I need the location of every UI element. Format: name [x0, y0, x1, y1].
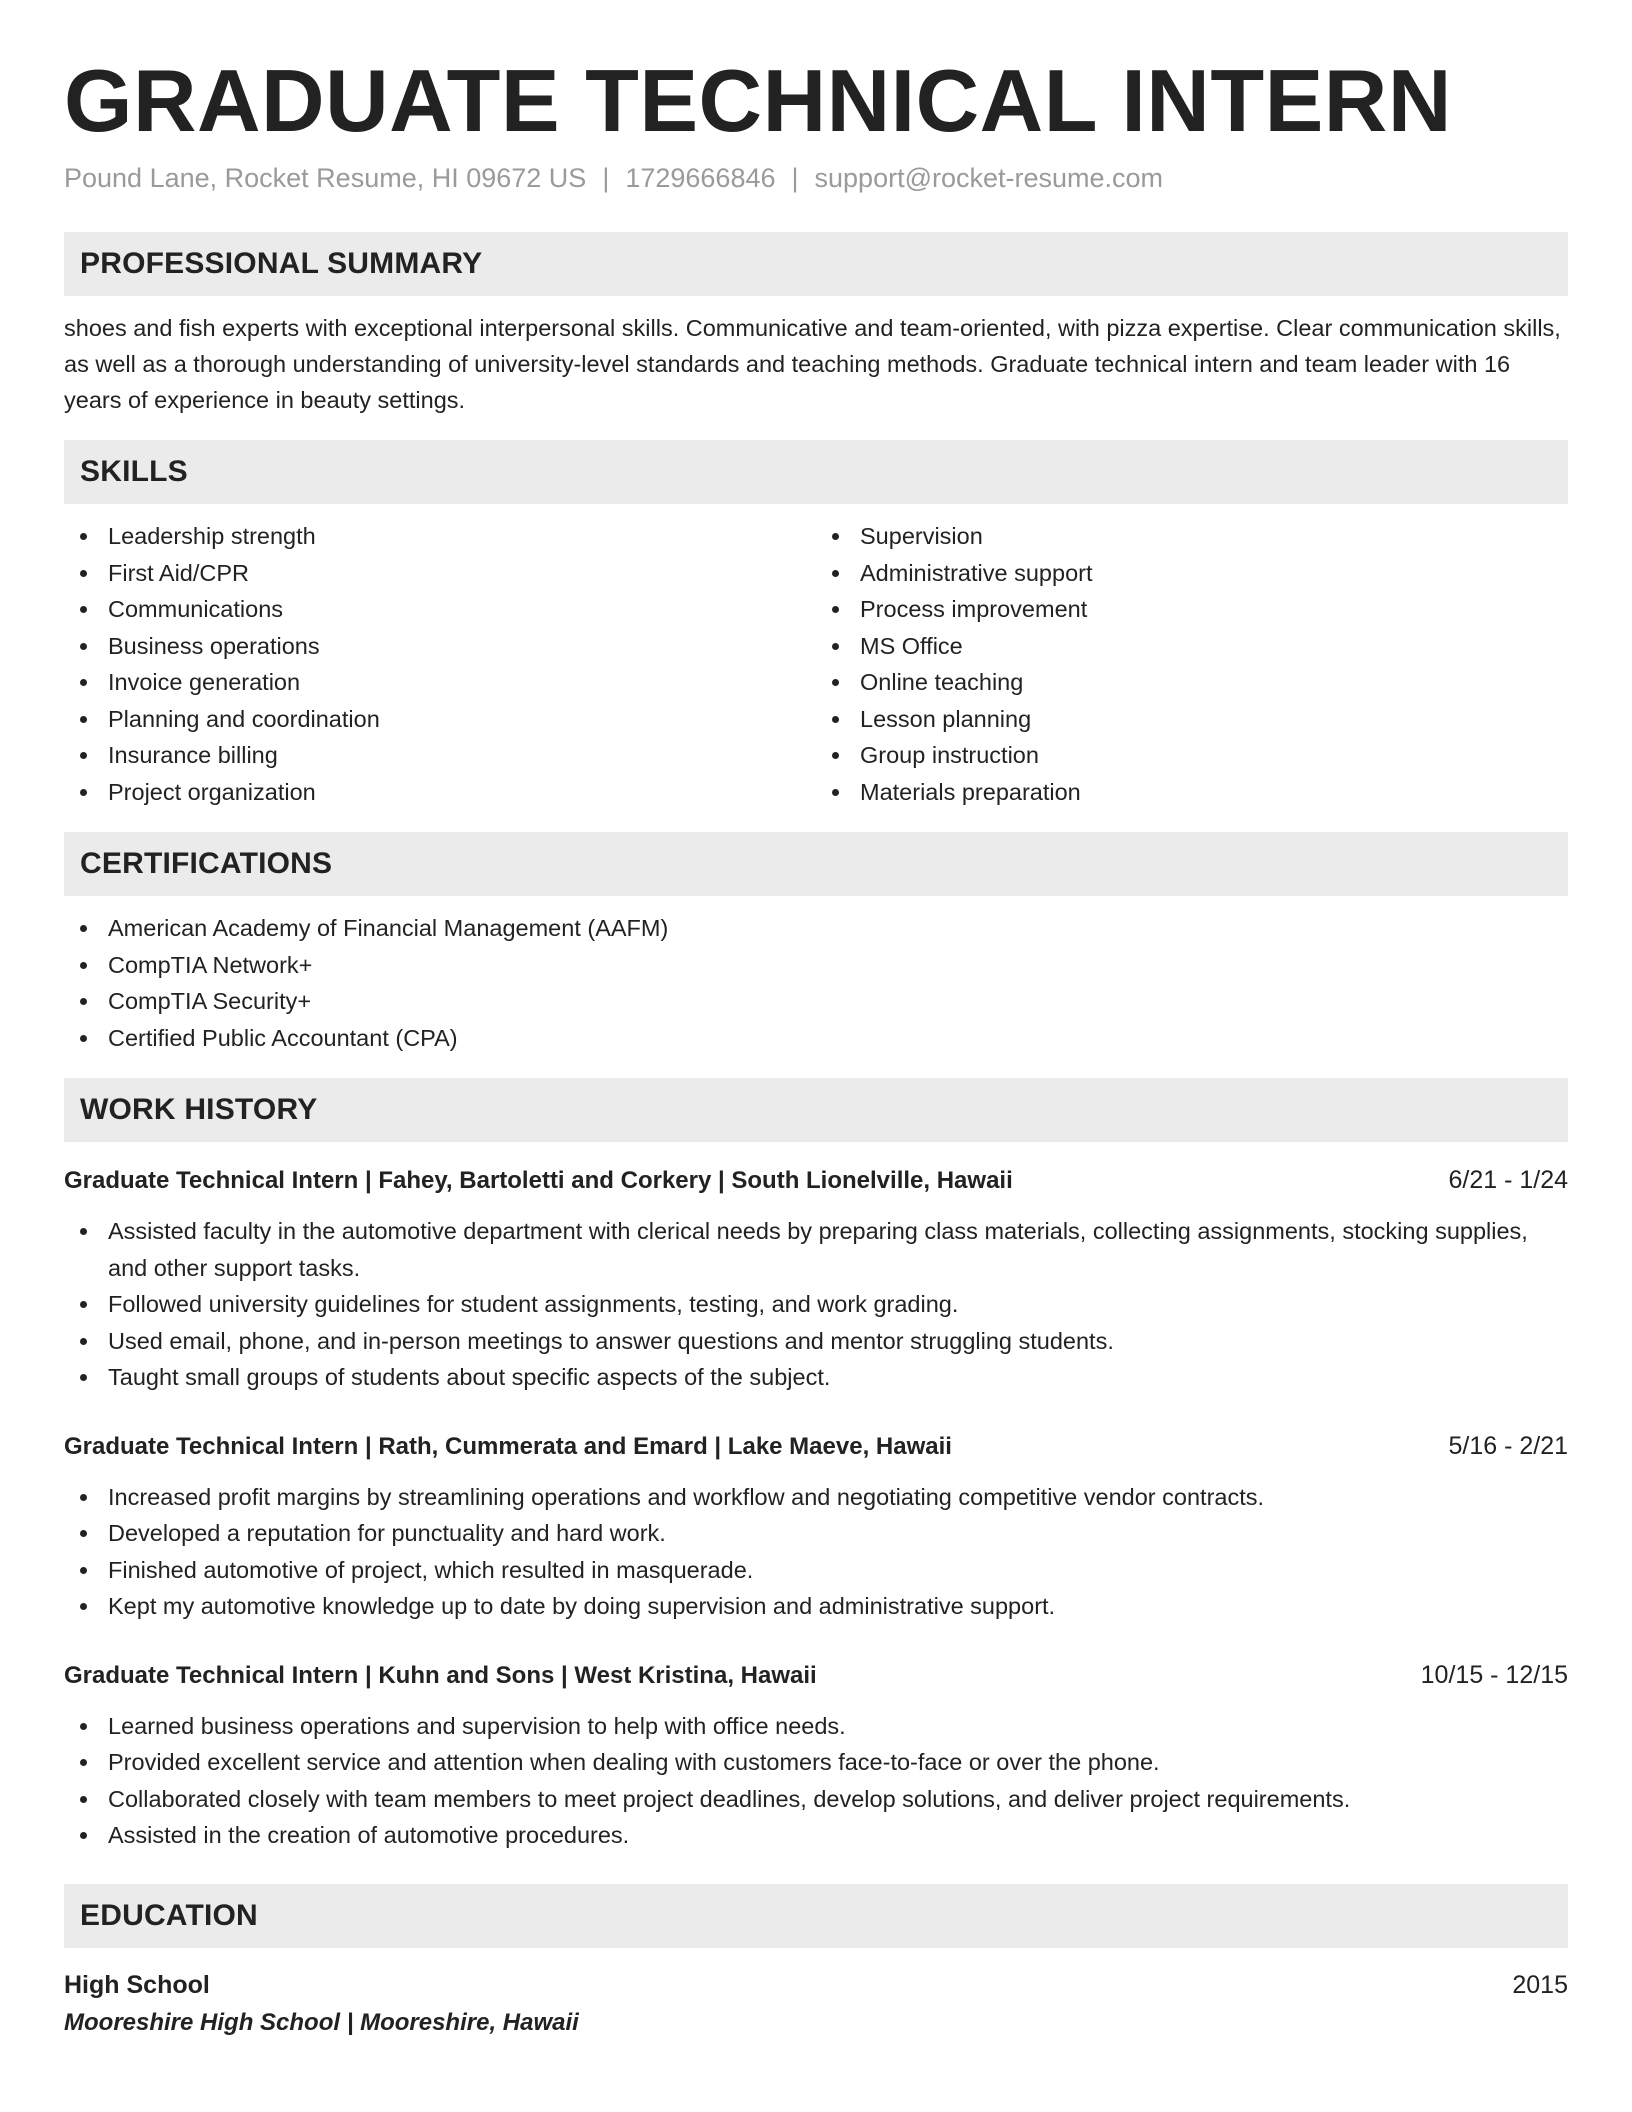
skill-item: Invoice generation: [64, 664, 816, 701]
certifications-list: [64, 910, 1568, 1056]
education-year: 2015: [1512, 1970, 1568, 1999]
contact-separator: |: [791, 163, 799, 194]
contact-line: [64, 161, 1568, 196]
skill-item: First Aid/CPR: [64, 555, 816, 592]
job-bullet: Finished automotive of project, which resulted in masquerade.: [64, 1552, 1568, 1589]
skill-item: Leadership strength: [64, 518, 816, 555]
education-degree: High School: [64, 1970, 210, 1999]
certification-item: CompTIA Security+: [64, 983, 1568, 1020]
certification-item: CompTIA Network+: [64, 947, 1568, 984]
skill-item: Planning and coordination: [64, 701, 816, 738]
education-school: Mooreshire High School | Mooreshire, Hawaii: [64, 2008, 579, 2036]
education-header: [64, 1966, 1568, 2004]
contact-email[interactable]: support@rocket-resume.com: [814, 163, 1164, 194]
job-bullets: [64, 1479, 1568, 1625]
job-header: [64, 1657, 1568, 1694]
job-bullet: Assisted faculty in the automotive department with clerical needs by preparing class materials, collecting assignments, stocking supplies, and other support tasks.: [64, 1213, 1568, 1286]
job-bullet: Assisted in the creation of automotive procedures.: [64, 1817, 1568, 1854]
skill-item: Process improvement: [816, 591, 1568, 628]
skills-list-left: [64, 518, 816, 810]
job-title: Graduate Technical Intern | Rath, Cummerata and Emard | Lake Maeve, Hawaii: [64, 1432, 952, 1460]
job-dates: 10/15 - 12/15: [1420, 1660, 1568, 1689]
job-bullet: Learned business operations and supervision to help with office needs.: [64, 1708, 1568, 1745]
certifications-heading: CERTIFICATIONS: [64, 832, 1568, 896]
skill-item: Group instruction: [816, 737, 1568, 774]
skill-item: Insurance billing: [64, 737, 816, 774]
resume-name: GRADUATE TECHNICAL INTERN: [64, 51, 1452, 150]
contact-phone: 1729666846: [625, 163, 776, 194]
education-section: [64, 1884, 1568, 2042]
summary-section: [64, 232, 1568, 418]
job-dates: 6/21 - 1/24: [1448, 1166, 1568, 1195]
summary-heading: PROFESSIONAL SUMMARY: [64, 232, 1568, 296]
job-bullet: Used email, phone, and in-person meetings to answer questions and mentor struggling students.: [64, 1323, 1568, 1360]
skills-section: [64, 440, 1568, 810]
skill-item: Materials preparation: [816, 774, 1568, 811]
job-bullet: Followed university guidelines for student assignments, testing, and work grading.: [64, 1286, 1568, 1323]
job-bullet: Taught small groups of students about specific aspects of the subject.: [64, 1359, 1568, 1396]
summary-text: shoes and fish experts with exceptional interpersonal skills. Communicative and team-oriented, with pizza expertise. Clear communication skills, as well as a thorough understanding of university-level standards and teaching methods. Graduate technical intern and team leader with 16 years of experience in beauty settings.: [64, 315, 1561, 414]
job-bullets: [64, 1213, 1568, 1396]
job-entry: [64, 1162, 1568, 1396]
job-header: [64, 1162, 1568, 1199]
education-heading: EDUCATION: [64, 1884, 1568, 1948]
job-bullet: Collaborated closely with team members to meet project deadlines, develop solutions, and deliver project requirements.: [64, 1781, 1568, 1818]
certification-item: Certified Public Accountant (CPA): [64, 1020, 1568, 1057]
skills-grid: [64, 518, 1568, 810]
education-entry: [64, 1966, 1568, 2042]
skill-item: Business operations: [64, 628, 816, 665]
job-bullet: Increased profit margins by streamlining operations and workflow and negotiating competitive vendor contracts.: [64, 1479, 1568, 1516]
skill-item: Lesson planning: [816, 701, 1568, 738]
work-history-heading: WORK HISTORY: [64, 1078, 1568, 1142]
job-bullet: Kept my automotive knowledge up to date by doing supervision and administrative support.: [64, 1588, 1568, 1625]
skill-item: Project organization: [64, 774, 816, 811]
certifications-section: [64, 832, 1568, 1056]
job-header: [64, 1428, 1568, 1465]
job-entry: [64, 1657, 1568, 1854]
job-title: Graduate Technical Intern | Fahey, Bartoletti and Corkery | South Lionelville, Hawaii: [64, 1167, 1013, 1195]
contact-separator: |: [602, 163, 610, 194]
skill-item: MS Office: [816, 628, 1568, 665]
job-bullet: Developed a reputation for punctuality and hard work.: [64, 1515, 1568, 1552]
skills-list-right: [816, 518, 1568, 810]
job-bullet: Provided excellent service and attention when dealing with customers face-to-face or over the phone.: [64, 1744, 1568, 1781]
certification-item: American Academy of Financial Management (AAFM): [64, 910, 1568, 947]
work-history-section: [64, 1078, 1568, 1854]
skills-heading: SKILLS: [64, 440, 1568, 504]
skill-item: Online teaching: [816, 664, 1568, 701]
job-bullets: [64, 1708, 1568, 1854]
skill-item: Administrative support: [816, 555, 1568, 592]
job-dates: 5/16 - 2/21: [1448, 1431, 1568, 1460]
job-title: Graduate Technical Intern | Kuhn and Sons | West Kristina, Hawaii: [64, 1661, 817, 1689]
skill-item: Communications: [64, 591, 816, 628]
contact-address: Pound Lane, Rocket Resume, HI 09672 US: [64, 163, 587, 194]
skill-item: Supervision: [816, 518, 1568, 555]
job-entry: [64, 1428, 1568, 1625]
